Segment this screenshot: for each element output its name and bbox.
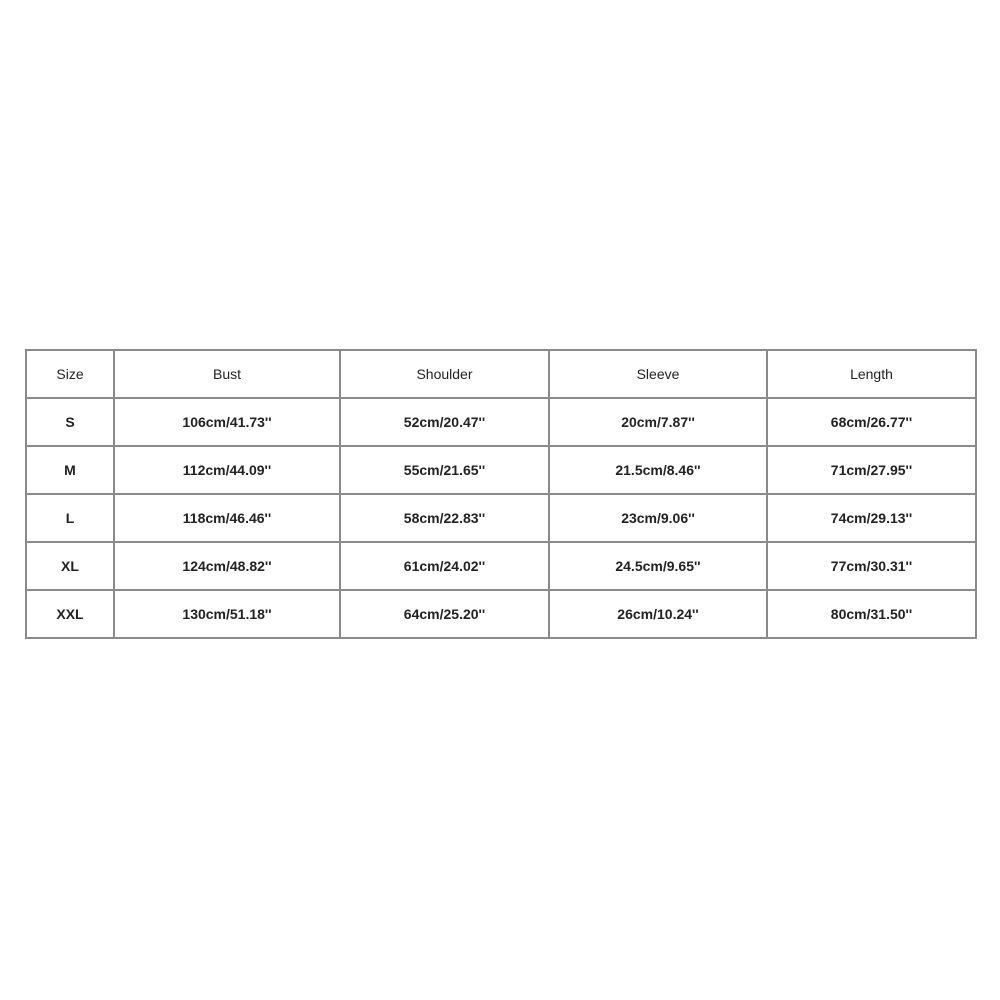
size-cell: S xyxy=(26,398,114,446)
sleeve-cell: 26cm/10.24'' xyxy=(549,590,767,638)
size-chart-table xyxy=(25,349,977,639)
bust-cell: 124cm/48.82'' xyxy=(114,542,340,590)
bust-cell: 118cm/46.46'' xyxy=(114,494,340,542)
column-header-length: Length xyxy=(767,350,976,398)
column-header-sleeve: Sleeve xyxy=(549,350,767,398)
table-row xyxy=(26,398,976,446)
size-cell: L xyxy=(26,494,114,542)
sleeve-cell: 24.5cm/9.65'' xyxy=(549,542,767,590)
length-cell: 71cm/27.95'' xyxy=(767,446,976,494)
bust-cell: 106cm/41.73'' xyxy=(114,398,340,446)
length-cell: 77cm/30.31'' xyxy=(767,542,976,590)
length-cell: 74cm/29.13'' xyxy=(767,494,976,542)
sleeve-cell: 21.5cm/8.46'' xyxy=(549,446,767,494)
table-row xyxy=(26,590,976,638)
size-cell: XXL xyxy=(26,590,114,638)
length-cell: 68cm/26.77'' xyxy=(767,398,976,446)
column-header-size: Size xyxy=(26,350,114,398)
shoulder-cell: 64cm/25.20'' xyxy=(340,590,549,638)
column-header-shoulder: Shoulder xyxy=(340,350,549,398)
sleeve-cell: 20cm/7.87'' xyxy=(549,398,767,446)
bust-cell: 130cm/51.18'' xyxy=(114,590,340,638)
table-row xyxy=(26,542,976,590)
column-header-bust: Bust xyxy=(114,350,340,398)
sleeve-cell: 23cm/9.06'' xyxy=(549,494,767,542)
table-row xyxy=(26,446,976,494)
size-cell: M xyxy=(26,446,114,494)
length-cell: 80cm/31.50'' xyxy=(767,590,976,638)
size-cell: XL xyxy=(26,542,114,590)
shoulder-cell: 52cm/20.47'' xyxy=(340,398,549,446)
shoulder-cell: 55cm/21.65'' xyxy=(340,446,549,494)
bust-cell: 112cm/44.09'' xyxy=(114,446,340,494)
shoulder-cell: 61cm/24.02'' xyxy=(340,542,549,590)
table-header-row xyxy=(26,350,976,398)
table-row xyxy=(26,494,976,542)
shoulder-cell: 58cm/22.83'' xyxy=(340,494,549,542)
